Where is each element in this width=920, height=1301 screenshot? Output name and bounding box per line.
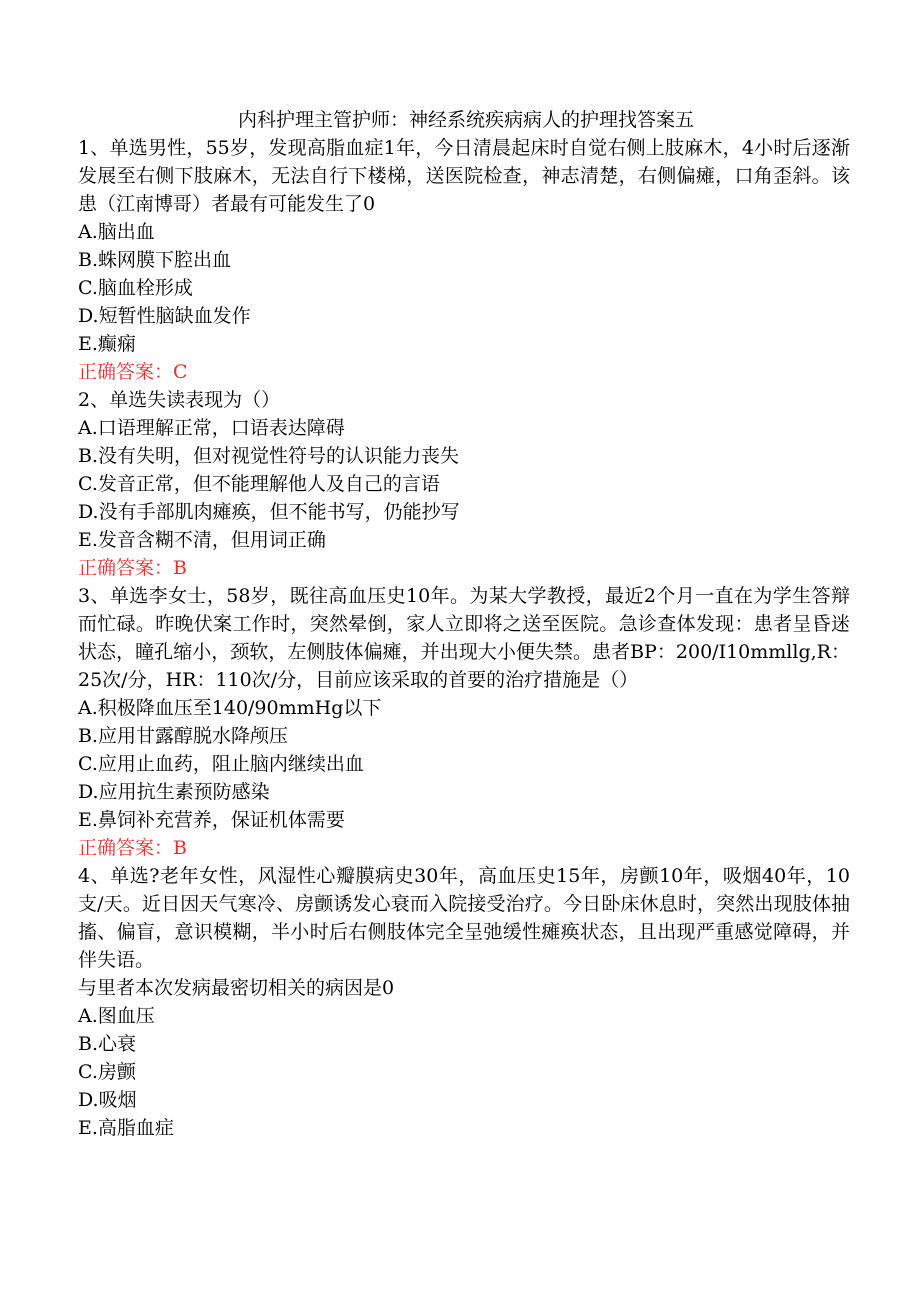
question-stem: 4、单选?老年女性，风湿性心瓣膜病史30年，高血压史15年，房颤10年，吸烟40年，10支/天。近日因天气寒冷、房颤诱发心衰而入院接受治疗。今日卧床休息时，突然出现肢体抽搐、偏盲，意识模糊，半小时后右侧肢体完全呈弛缓性瘫痪状态，且出现严重感觉障碍，并伴失语。 xyxy=(78,865,850,971)
answer-value: B xyxy=(173,557,187,579)
option-c: C.发音正常，但不能理解他人及自己的言语 xyxy=(78,473,440,495)
option-a: A.脑出血 xyxy=(78,221,155,243)
question-4 xyxy=(78,862,850,1142)
option-e: E.癫痫 xyxy=(78,333,136,355)
question-stem: 2、单选失读表现为（） xyxy=(78,389,281,411)
correct-answer xyxy=(78,834,850,862)
option-c: C.房颤 xyxy=(78,1061,136,1083)
question-1 xyxy=(78,134,850,386)
option-a: A.口语理解正常，口语表达障碍 xyxy=(78,417,345,439)
option-e: E.发音含糊不清，但用词正确 xyxy=(78,529,326,551)
question-2 xyxy=(78,386,850,582)
answer-label: 正确答案： xyxy=(78,361,174,383)
question-3 xyxy=(78,582,850,862)
option-e: E.高脂血症 xyxy=(78,1117,174,1139)
question-stem-continued: 与里者本次发病最密切相关的病因是0 xyxy=(78,977,395,999)
option-a: A.图血压 xyxy=(78,1005,155,1027)
option-e: E.鼻饲补充营养，保证机体需要 xyxy=(78,809,345,831)
question-stem: 1、单选男性，55岁，发现高脂血症1年，今日清晨起床时自觉右侧上肢麻木，4小时后逐渐发展至右侧下肢麻木，无法自行下楼梯，送医院检查，神志清楚，右侧偏瘫，口角歪斜。该患（江南博哥）者最有可能发生了0 xyxy=(78,137,850,215)
answer-label: 正确答案： xyxy=(78,837,174,859)
answer-value: B xyxy=(173,837,187,859)
option-b: B.心衰 xyxy=(78,1033,137,1055)
correct-answer xyxy=(78,358,850,386)
option-d: D.没有手部肌肉瘫痪，但不能书写，仍能抄写 xyxy=(78,501,460,523)
option-d: D.短暂性脑缺血发作 xyxy=(78,305,251,327)
option-c: C.应用止血药，阻止脑内继续出血 xyxy=(78,753,364,775)
option-d: D.吸烟 xyxy=(78,1089,137,1111)
question-stem: 3、单选李女士，58岁，既往高血压史10年。为某大学教授，最近2个月一直在为学生答辩而忙碌。昨晚伏案工作时，突然晕倒，家人立即将之送至医院。急诊查体发现：患者呈昏迷状态，瞳孔缩小，颈软，左侧肢体偏瘫，并出现大小便失禁。患者BP：200/I10mmllg,R：25次/分，HR：110次/分，目前应该采取的首要的治疗措施是（） xyxy=(78,585,850,691)
option-b: B.蛛网膜下腔出血 xyxy=(78,249,232,271)
correct-answer xyxy=(78,554,850,582)
option-a: A.积极降血压至140/90mmHg以下 xyxy=(78,697,382,719)
option-b: B.没有失明，但对视觉性符号的认识能力丧失 xyxy=(78,445,460,467)
answer-value: C xyxy=(173,361,188,383)
document-title: 内科护理主管护师：神经系统疾病病人的护理找答案五 xyxy=(237,109,694,131)
option-d: D.应用抗生素预防感染 xyxy=(78,781,270,803)
answer-label: 正确答案： xyxy=(78,557,174,579)
option-c: C.脑血栓形成 xyxy=(78,277,193,299)
option-b: B.应用甘露醇脱水降颅压 xyxy=(78,725,289,747)
